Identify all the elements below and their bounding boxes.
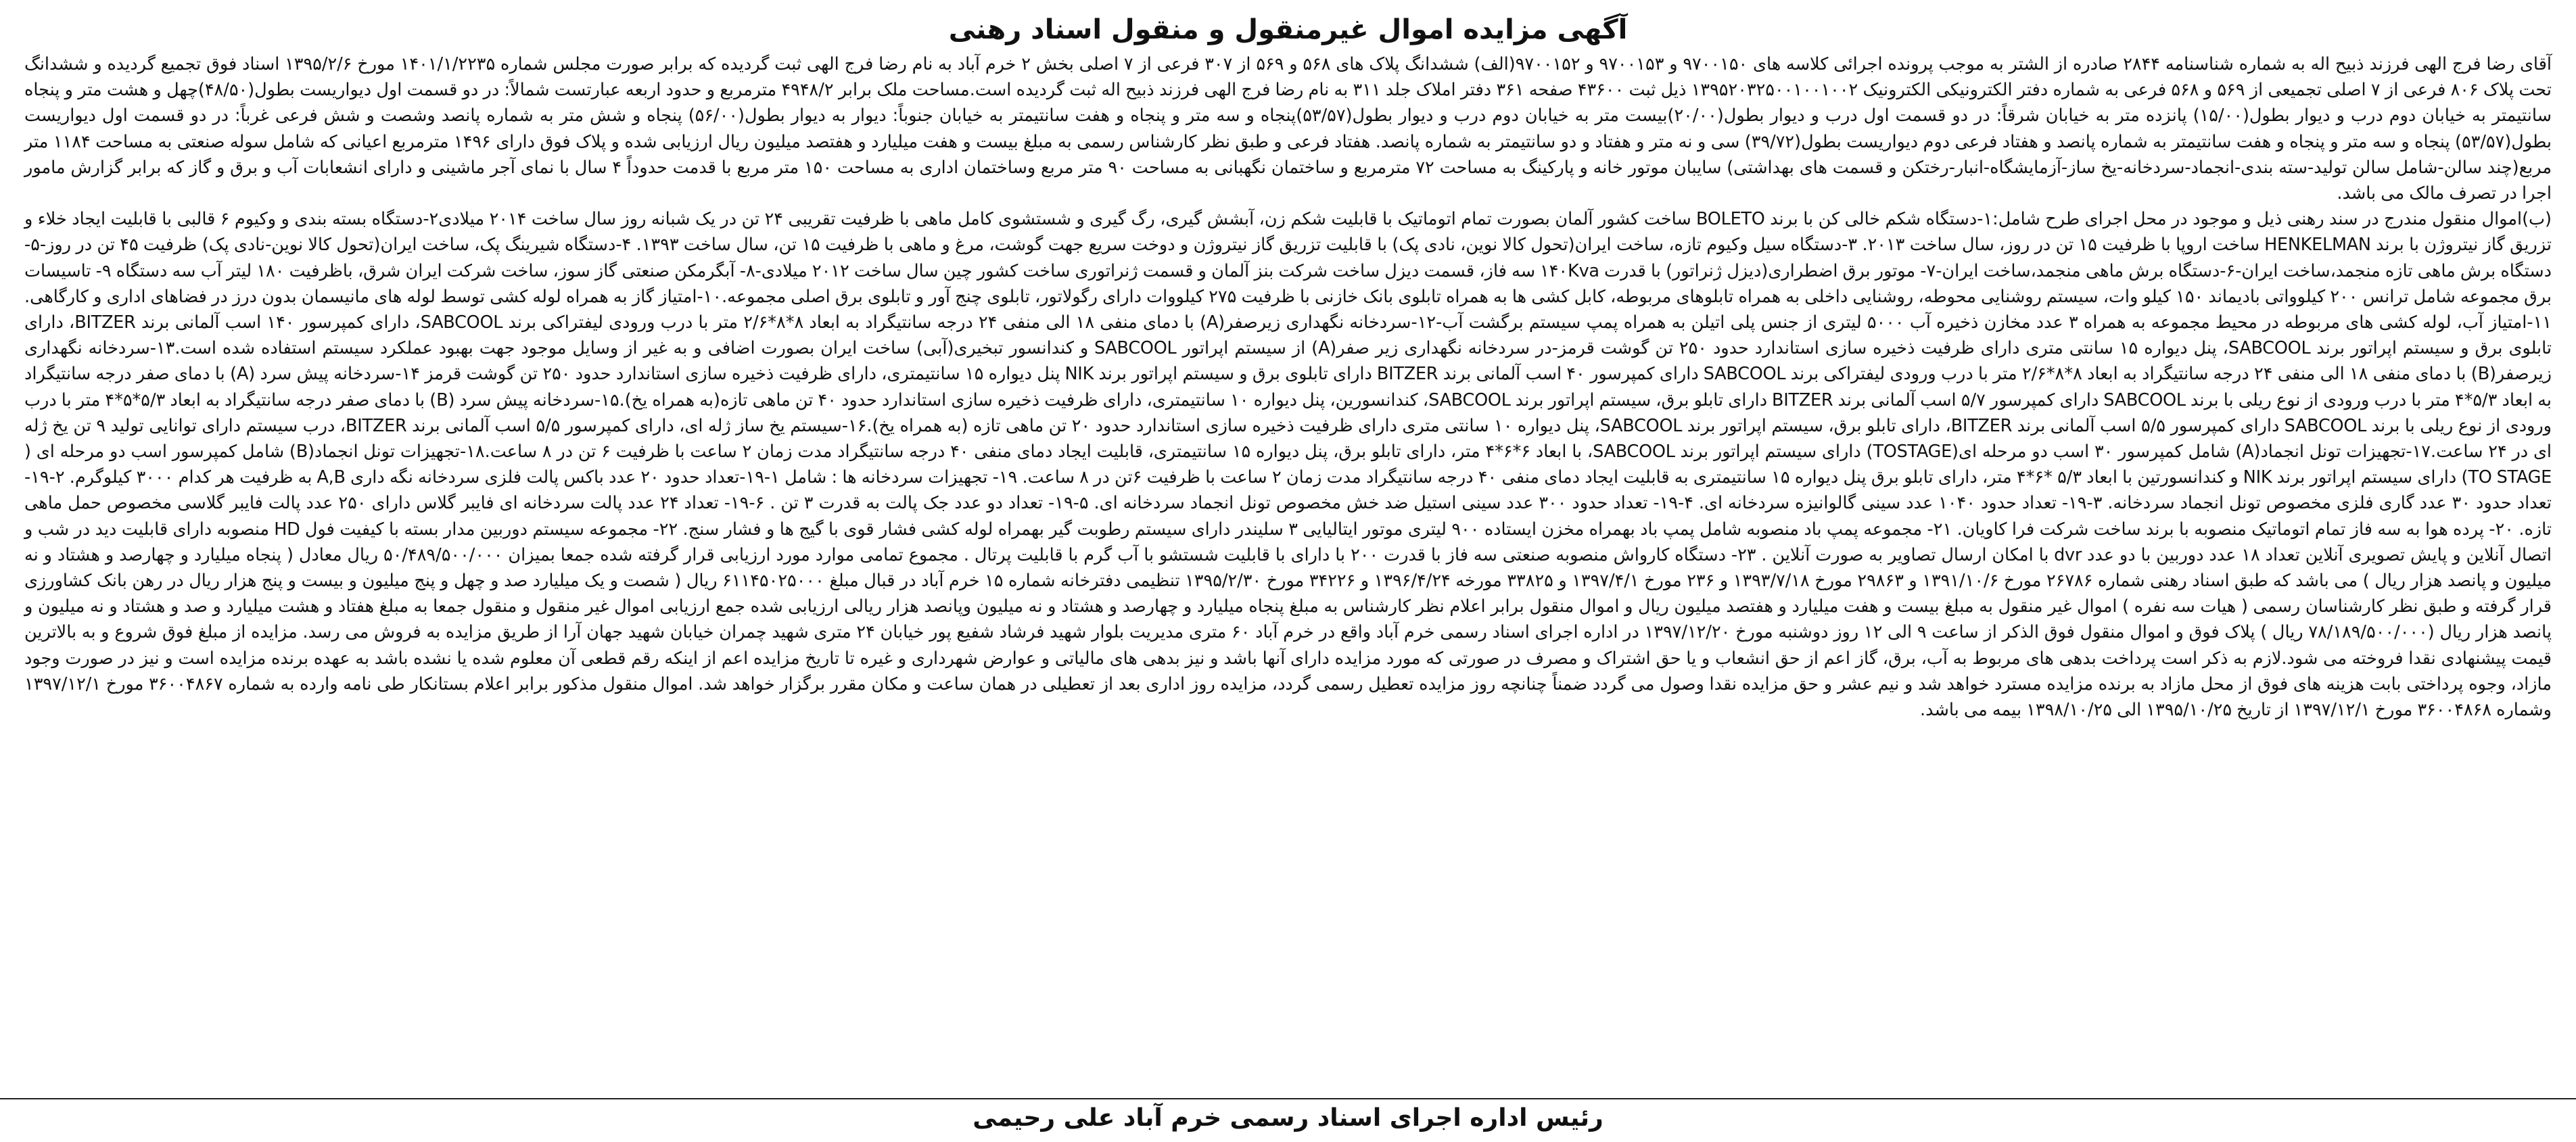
paragraph-movable-property: (ب)اموال منقول مندرج در سند رهنی ذیل و موجود در محل اجرای طرح شامل:۱-دستگاه شکم خالی کن با برند BOLETO ساخت کشور آلمان بصورت تمام اتوماتیک با قابلیت شکم زن، آبشش گیری، رگ گیری و شستشوی کامل ماهی با ظرفیت تقریبی ۲۴ تن در یک شبانه روز سال ساخت ۲۰۱۴ میلادی۲-دستگاه بسته بندی و وکیوم ۶ قالبی با قابلیت ایجاد خلاء و تزریق گاز نیتروژن با برند HENKELMAN ساخت اروپا با ظرفیت ۱۵ تن در روز، سال ساخت ۲۰۱۳. ۳-دستگاه سیل وکیوم تازه، ساخت ایران(تحول کالا نوین، نادی پک) با قابلیت تزریق گاز نیتروژن و دوخت سریع جهت گوشت، مرغ و ماهی با ظرفیت ۱۵ تن، سال ساخت ۱۳۹۳. ۴-دستگاه شیرینگ پک، ساخت ایران(تحول کالا نوین-نادی پک) ظرفیت ۴۵ تن در روز-۵-دستگاه برش ماهی تازه منجمد،ساخت ایران-۶-دستگاه برش ماهی منجمد،ساخت ایران-۷- موتور برق اضطراری(دیزل ژنراتور) با قدرت ۱۴۰Kva سه فاز، قسمت دیزل ساخت شرکت بنز آلمان و قسمت ژنراتوری ساخت کشور چین سال ساخت ۲۰۱۲ میلادی-۸- آبگرمکن صنعتی گاز سوز، ساخت شرکت ایران شرق، باظرفیت ۱۸۰ لیتر آب سه دستگاه ۹- تاسیسات برق مجموعه شامل ترانس ۲۰۰ کیلوواتی بادیماند ۱۵۰ کیلو وات، سیستم روشنایی محوطه، روشنایی داخلی به همراه تابلوهای مربوطه، کابل کشی ها به همراه تابلوی بانک خازنی با ظرفیت ۲۷۵ کیلووات دارای رگولاتور، تابلوی چنج آور و تابلوی برق اصلی مجموعه.۱۰-امتیاز گاز به همراه لوله کشی توسط لوله های مانیسمان بدون درز در فضاهای اداری و کارگاهی. ۱۱-امتیاز آب، لوله کشی های مربوطه در محیط مجموعه به همراه ۳ عدد مخازن ذخیره آب ۵۰۰۰ لیتری از جنس پلی اتیلن به همراه پمپ سیستم برگشت آب-۱۲-سردخانه نگهداری زیرصفر(A) با دمای منفی ۱۸ الی منفی ۲۴ درجه سانتیگراد به ابعاد ۸*۸*۲/۶ متر با درب ورودی لیفتراکی برند SABCOOL، دارای کمپرسور ۱۴۰ اسب آلمانی برند BITZER، دارای تابلوی برق و سیستم اپراتور برند SABCOOL، پنل دیواره ۱۵ سانتی متری دارای ظرفیت ذخیره سازی استاندارد حدود ۲۵۰ تن گوشت قرمز-در سردخانه نگهداری زیر صفر(A) از سیستم اپراتور SABCOOL و کندانسور تبخیری(آبی) ساخت ایران بصورت اضافی و به غیر از وسایل موجود جهت بهبود عملکرد سیستم استفاده شده است.۱۳-سردخانه نگهداری زیرصفر(B) با دمای منفی ۱۸ الی منفی ۲۴ درجه سانتیگراد به ابعاد ۸*۸*۲/۶ متر با درب ورودی لیفتراکی برند SABCOOL دارای کمپرسور ۴۰ اسب آلمانی برند BITZER دارای تابلوی برق و سیستم اپراتور برند NIK پنل دیواره ۱۵ سانتیمتری، دارای ظرفیت ذخیره سازی استاندارد حدود ۲۵۰ تن گوشت قرمز ۱۴-سردخانه پیش سرد (A) با دمای صفر درجه سانتیگراد به ابعاد ۵/۳*۴ متر با درب ورودی از نوع ریلی با برند SABCOOL دارای کمپرسور ۵/۷ اسب آلمانی برند BITZER دارای تابلو برق، سیستم اپراتور برند SABCOOL، کندانسورین، پنل دیواره ۱۰ سانتیمتری، دارای ظرفیت ذخیره سازی استاندارد حدود ۴۰ تن ماهی تازه(به همراه یخ).۱۵-سردخانه پیش سرد (B) با دمای صفر درجه سانتیگراد به ابعاد ۵/۳*۵*۴ متر با درب ورودی از نوع ریلی با برند SABCOOL دارای کمپرسور ۵/۵ اسب آلمانی برند BITZER، دارای تابلو برق، سیستم اپراتور برند SABCOOL، پنل دیواره ۱۰ سانتی متری دارای ظرفیت ذخیره سازی استاندارد حدود ۲۰ تن ماهی تازه (به همراه یخ).۱۶-سیستم یخ ساز ژله ای، دارای کمپرسور ۵/۵ اسب آلمانی برند BITZER، درب سیستم دارای توانایی تولید ۹ تن یخ ژله ای در ۲۴ ساعت.۱۷-تجهیزات تونل انجماد(A) شامل کمپرسور ۳۰ اسب دو مرحله ای(TOSTAGE) دارای سیستم اپراتور برند SABCOOL، با ابعاد ۶*۶*۴ متر، دارای تابلو برق، پنل دیواره ۱۵ سانتیمتری، قابلیت ایجاد دمای منفی ۴۰ درجه سانتیگراد مدت زمان ۲ ساعت با ظرفیت ۶ تن در ۸ ساعت.۱۸-تجهیزات تونل انجماد(B) شامل کمپرسور اسب دو مرحله ای ( TO STAGE) دارای سیستم اپراتور برند NIK و کندانسورتین با ابعاد ۵/۳ *۶*۴ متر، دارای تابلو برق پنل دیواره ۱۵ سانتیمتری به قابلیت ایجاد دمای منفی ۴۰ درجه سانتیگراد مدت زمان ۲ ساعت با ظرفیت ۶تن در ۸ ساعت. ۱۹- تجهیزات سردخانه ها : شامل ۱-۱۹-تعداد حدود ۲۰ عدد باکس پالت فلزی سردخانه نگه داری A,B به ظرفیت هر کدام ۳۰۰۰ کیلوگرم. ۲-۱۹- تعداد حدود ۳۰ عدد گاری فلزی مخصوص تونل انجماد سردخانه. ۳-۱۹- تعداد حدود ۱۰۴۰ عدد سینی گالوانیزه سردخانه ای. ۴-۱۹- تعداد حدود ۳۰۰ عدد سینی استیل ضد خش مخصوص تونل انجماد سردخانه ای. ۵-۱۹- تعداد دو عدد جک پالت به قدرت ۳ تن . ۶-۱۹- تعداد ۲۴ عدد پالت سردخانه ای فایبر گلاس دارای ۲۵۰ عدد پالت فایبر گلاسی مخصوص حمل ماهی تازه. ۲۰- پرده هوا به سه فاز تمام اتوماتیک منصوبه با برند ساخت شرکت فرا کاویان. ۲۱- مجموعه پمپ باد منصوبه شامل پمپ باد بهمراه مخزن ایستاده ۹۰۰ لیتری موتور ایتالیایی ۳ سلیندر دارای سیستم رطوبت گیر بهمراه لوله کشی فشار قوی با گیج ها و فشار سنج. ۲۲- مجموعه سیستم دوربین مدار بسته با کیفیت فول HD منصوبه دارای قابلیت دید در شب و اتصال آنلاین و پایش تصویری آنلاین تعداد ۱۸ عدد دوربین با دو عدد dvr با امکان ارسال تصاویر به صورت آنلاین . ۲۳- دستگاه کارواش منصوبه صنعتی سه فاز با قدرت ۲۰۰ با دارای با قابلیت شستشو با آب گرم با قابلیت پرتال . مجموع تمامی موارد مورد ارزیابی قرار گرفته شده جمعا بمیزان ۵۰/۴۸۹/۵۰۰/۰۰۰ ریال معادل ( پنجاه میلیارد و چهارصد و هشتاد و نه میلیون و پانصد هزار ریال ) می باشد که طبق اسناد رهنی شماره ۲۶۷۸۶ مورخ ۱۳۹۱/۱۰/۶ و ۲۹۸۶۳ مورخ ۱۳۹۳/۷/۱۸ و ۲۳۶ مورخ ۱۳۹۷/۴/۱ و ۳۳۸۲۵ مورخه ۱۳۹۶/۴/۲۴ و ۳۴۲۲۶ مورخ ۱۳۹۵/۲/۳۰ تنظیمی دفترخانه شماره ۱۵ خرم آباد در قبال مبلغ ۶۱۱۴۵۰۲۵۰۰۰ ریال ( شصت و یک میلیارد صد و چهل و پنج میلیون و بیست و پنج هزار ریال در رهن بانک کشاورزی قرار گرفته و طبق نظر کارشناسان رسمی ( هیات سه نفره ) اموال غیر منقول به مبلغ بیست و هفت میلیارد و هفتصد میلیون ریال و اموال منقول برابر اعلام نظر کارشناس به مبلغ پنجاه میلیارد و چهارصد و هشتاد و نه میلیون وپانصد هزار ریالی ارزیابی شده جمع ارزیابی اموال غیر منقول و منقول جمعا به مبلغ هفتاد و هشت میلیارد و صد و هشتاد و نه میلیون و پانصد هزار ریال (۷۸/۱۸۹/۵۰۰/۰۰۰ ریال ) پلاک فوق و اموال منقول فوق الذکر از ساعت ۹ الی ۱۲ روز دوشنبه مورخ ۱۳۹۷/۱۲/۲۰ در اداره اجرای اسناد رسمی خرم آباد واقع در خرم آباد ۶۰ متری مدیریت بلوار شهید فرشاد شفیع پور خیابان ۲۴ متری شهید چمران خیابان شهید جهان آرا از طریق مزایده به فروش می رسد. مزایده از مبلغ فوق شروع و به بالاترین قیمت پیشنهادی نقدا فروخته می شود.لازم به ذکر است پرداخت بدهی های مربوط به آب، برق، گاز اعم از حق انشعاب و یا حق اشتراک و مصرف در صورتی که مورد مزایده دارای آنها باشد و نیز بدهی های مالیاتی و عوارض شهرداری و غیره تا تاریخ مزایده اعم از اینکه رقم قطعی آن معلوم شده یا نشده باشد به عهده برنده مزایده است و نیز در صورت وجود مازاد، وجوه پرداختی بابت هزینه های فوق از محل مازاد به برنده مزایده مسترد خواهد شد و نیم عشر و حق مزایده نقدا وصول می گردد ضمناً چنانچه روز مزایده تعطیل رسمی گردد، مزایده روز اداری بعد از تعطیلی در همان ساعت و مکان مقرر برگزار خواهد شد. اموال منقول مذکور برابر اعلام بستانکار طی نامه وارده به شماره ۳۶۰۰۴۸۶۷ مورخ ۱۳۹۷/۱۲/۱ وشماره ۳۶۰۰۴۸۶۸ مورخ ۱۳۹۷/۱۲/۱ از تاریخ ۱۳۹۵/۱۰/۲۵ الی ۱۳۹۸/۱۰/۲۵ بیمه می باشد. bbox=[24, 209, 2552, 721]
footer-divider bbox=[0, 1098, 2576, 1099]
paragraph-real-estate: آقای رضا فرج الهی فرزند ذبیح اله به شماره شناسنامه ۲۸۴۴ صادره از الشتر به موجب پرونده اجرائی کلاسه های ۹۷۰۰۱۵۰ و ۹۷۰۰۱۵۳ و ۹۷۰۰۱۵۲(الف) ششدانگ پلاک های ۵۶۸ و ۵۶۹ از ۳۰۷ فرعی از ۷ اصلی بخش ۲ خرم آباد به نام رضا فرج الهی ثبت گردیده که برابر صورت مجلس شماره ۱۴۰۱/۱/۲۲۳۵ مورخ ۱۳۹۵/۲/۶ اسناد فوق تجمیع گردیده و ششدانگ تحت پلاک ۸۰۶ فرعی از ۷ اصلی تجمیعی از ۵۶۹ و ۵۶۸ فرعی به شماره دفتر الکترونیکی الکترونیک ۱۳۹۵۲۰۳۲۵۰۰۱۰۰۱۰۰۲ ذیل ثبت ۴۳۶۰۰ صفحه ۳۶۱ دفتر املاک جلد ۳۱۱ به نام رضا فرج الهی فرزند ذبیح اله ثبت گردیده است.مساحت ملک برابر ۴۹۴۸/۲ مترمربع و حدود اربعه عبارتست شمالاً: در دو قسمت اول دیواریست بطول(۴۸/۵۰)چهل و هشت متر و پنجاه سانتیمتر به خیابان دوم درب و دیوار بطول(۱۵/۰۰) پانزده متر به خیابان شرقاً: در دو قسمت اول درب و دیوار بطول(۲۰/۰۰)بیست متر به خیابان دوم درب و دیوار بطول(۵۳/۵۷)پنجاه و سه متر و پنجاه و هفت سانتیمتر به خیابان جنوباً: دیوار به دیوار بطول(۵۶/۰۰) پنجاه و شش متر به شماره پانصد وشصت و شش فرعی غرباً: در دو قسمت اول دیواریست بطول(۵۳/۵۷) پنجاه و سه متر و پنجاه و هفت سانتیمتر به شماره پانصد و هفتاد فرعی دوم دیواریست بطول(۳۹/۷۲) سی و نه متر و هفتاد و دو سانتیمتر به شماره پانصد. هفتاد فرعی و طبق نظر کارشناس رسمی به مبلغ بیست و هفت میلیارد و هفتصد میلیون ریال ارزیابی شده و پلاک فوق دارای ۱۴۹۶ مترمربع اعیانی که شامل سوله صنعتی به مساحت ۱۱۸۴ متر مربع(چند سالن-شامل سالن تولید-سته بندی-انجماد-سردخانه-یخ ساز-آزمایشگاه-انبار-رختکن و قسمت های بهداشتی) سایبان موتور خانه و پارکینگ به مساحت ۷۲ مترمربع و ساختمان نگهبانی به مساحت ۹۰ متر مربع وساختمان اداری به مساحت ۱۵۰ متر مربع با قدمت حدوداً ۴ سال با نمای آجر ماشینی و دارای انشعابات آب و برق و گاز که برابر گزارش مامور اجرا در تصرف مالک می باشد. bbox=[24, 54, 2552, 204]
signature-line: رئیس اداره اجرای اسناد رسمی خرم آباد علی رحیمی bbox=[973, 1104, 1603, 1132]
notice-title: آگهی مزایده اموال غیرمنقول و منقول اسناد رهنی bbox=[948, 14, 1628, 45]
notice-body bbox=[24, 51, 2552, 723]
